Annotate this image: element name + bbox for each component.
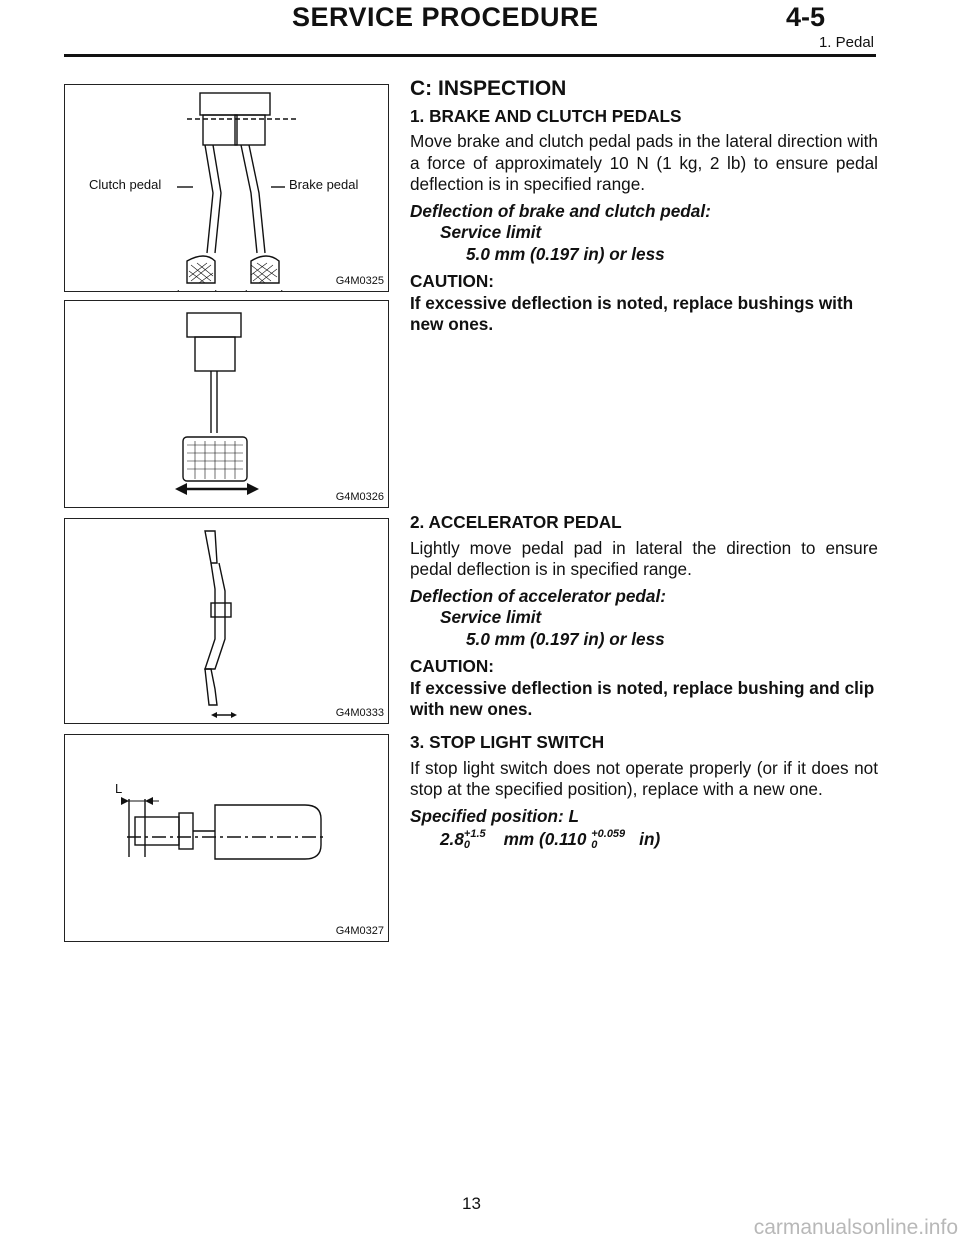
inspection-brake-clutch-section xyxy=(410,78,878,336)
in-tolerance-upper: +0.059 xyxy=(591,828,626,841)
mm-tolerance-lower: 0 xyxy=(463,839,471,852)
accelerator-spec-title: Deflection of accelerator pedal: xyxy=(410,585,666,606)
stop-light-heading: 3. STOP LIGHT SWITCH xyxy=(410,732,605,752)
accelerator-heading: 2. ACCELERATOR PEDAL xyxy=(410,512,622,532)
brake-clutch-spec-title: Deflection of brake and clutch pedal: xyxy=(410,200,711,221)
figure-caption: G4M0333 xyxy=(335,707,384,719)
brake-pedal-label: Brake pedal xyxy=(289,177,359,192)
stop-light-switch-illustration xyxy=(65,735,388,941)
figure-caption: G4M0327 xyxy=(335,925,384,937)
mm-tolerance xyxy=(464,829,486,851)
figure-accelerator-pedal xyxy=(64,518,389,724)
stop-light-spec-title: Specified position: L xyxy=(410,805,580,826)
inspection-accelerator-section xyxy=(410,512,878,721)
clutch-pedal-label: Clutch pedal xyxy=(89,177,162,192)
spec-unit-mm: mm (0.110 xyxy=(503,829,587,849)
accelerator-spec-value: 5.0 mm (0.197 in) or less xyxy=(466,628,665,649)
header-rule xyxy=(64,54,876,57)
inspection-stop-light-section xyxy=(410,732,878,851)
brake-clutch-spec-label: Service limit xyxy=(440,222,542,242)
spec-unit-in: in) xyxy=(639,829,661,849)
brake-clutch-body: Move brake and clutch pedal pads in the lateral direction with a force of approximately 10 N (1 kg, 2 lb) to ensure pedal deflection is in specified range. xyxy=(410,131,878,194)
brake-clutch-spec-value: 5.0 mm (0.197 in) or less xyxy=(466,243,665,264)
figure-single-pedal xyxy=(64,300,389,508)
figure-brake-clutch-pedals xyxy=(64,84,389,292)
in-tolerance xyxy=(591,829,625,851)
brake-clutch-caution-title: CAUTION: xyxy=(410,271,495,291)
accelerator-caution-title: CAUTION: xyxy=(410,656,495,676)
accelerator-pedal-illustration xyxy=(65,519,388,723)
accelerator-spec-label: Service limit xyxy=(440,607,542,627)
section-title: SERVICE PROCEDURE xyxy=(292,2,599,32)
brake-clutch-caution-text: If excessive deflection is noted, replace bushings with new ones. xyxy=(410,292,854,334)
dimension-l-label: L xyxy=(115,781,123,796)
accelerator-caution-text: If excessive deflection is noted, replace bushing and clip with new ones. xyxy=(410,677,875,719)
in-tolerance-lower: 0 xyxy=(591,839,598,852)
accelerator-body: Lightly move pedal pad in lateral the direction to ensure pedal deflection is in specified range. xyxy=(410,537,878,579)
spec-value-mm: 2.8 xyxy=(440,829,464,849)
section-number: 4-5 xyxy=(786,2,826,32)
figure-caption: G4M0326 xyxy=(335,491,384,503)
stop-light-body: If stop light switch does not operate properly (or if it does not stop at the specified position), replace with a new one. xyxy=(410,757,878,799)
figure-stop-light-switch xyxy=(64,734,389,942)
inspection-heading: C: INSPECTION xyxy=(410,77,567,100)
single-pedal-illustration xyxy=(65,301,388,507)
watermark: carmanualsonline.info xyxy=(753,1216,958,1239)
stop-light-spec-value xyxy=(410,829,878,851)
subsection-title: 1. Pedal xyxy=(818,34,874,51)
page-number: 13 xyxy=(462,1194,481,1213)
mm-tolerance-upper: +1.5 xyxy=(463,828,486,841)
figure-caption: G4M0325 xyxy=(335,275,384,287)
brake-clutch-heading: 1. BRAKE AND CLUTCH PEDALS xyxy=(410,105,682,126)
